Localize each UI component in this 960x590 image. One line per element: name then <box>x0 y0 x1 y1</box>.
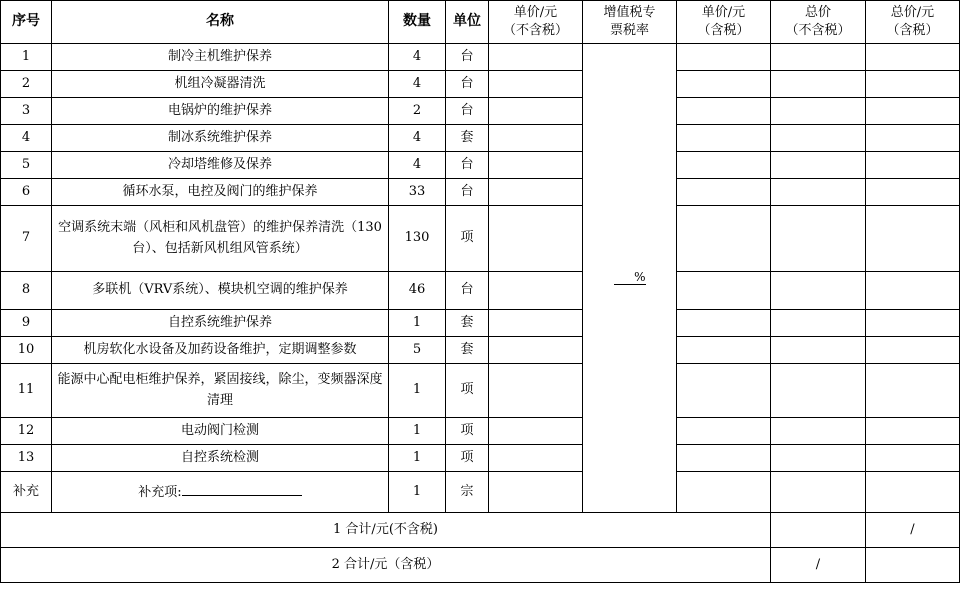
row-seq: 11 <box>1 364 52 418</box>
row-total-ex-tax-cell[interactable] <box>771 272 866 310</box>
supplement-label: 补充项: <box>138 484 182 500</box>
row-name: 能源中心配电柜维护保养，紧固接线，除尘，变频器深度清理 <box>52 364 389 418</box>
row-unit-price-in-tax-cell[interactable] <box>677 337 771 364</box>
header-qty: 数量 <box>389 1 446 44</box>
row-unit-price-ex-tax-cell[interactable] <box>489 179 583 206</box>
row-name: 机组冷凝器清洗 <box>52 71 389 98</box>
row-total-ex-tax-cell[interactable] <box>771 364 866 418</box>
header-vat-rate-line1: 增值税专 <box>603 5 656 21</box>
row-unit-price-in-tax-cell[interactable] <box>677 310 771 337</box>
header-seq: 序号 <box>1 1 52 44</box>
row-seq: 13 <box>1 445 52 472</box>
row-qty: 130 <box>389 206 446 272</box>
table-row <box>1 71 960 98</box>
row-unit-price-in-tax-cell[interactable] <box>677 152 771 179</box>
row-total-ex-tax-cell[interactable] <box>771 418 866 445</box>
row-total-ex-tax-cell[interactable] <box>771 310 866 337</box>
row-unit: 项 <box>446 445 489 472</box>
row-total-ex-tax-cell[interactable] <box>771 125 866 152</box>
row-total-in-tax-cell[interactable] <box>866 364 960 418</box>
row-unit: 套 <box>446 310 489 337</box>
row-unit-price-ex-tax-cell[interactable] <box>489 98 583 125</box>
row-name: 制冰系统维护保养 <box>52 125 389 152</box>
header-vat-rate <box>583 1 677 44</box>
table-row <box>1 310 960 337</box>
table-row <box>1 179 960 206</box>
supplement-seq: 补充 <box>1 472 52 513</box>
header-unit-price-in-tax <box>677 1 771 44</box>
row-name: 空调系统末端（风柜和风机盘管）的维护保养清洗（130台）、包括新风机组风管系统） <box>52 206 389 272</box>
row-unit: 项 <box>446 206 489 272</box>
row-qty: 4 <box>389 125 446 152</box>
row-unit-price-in-tax-cell[interactable] <box>677 445 771 472</box>
header-unit-price-ex-tax-line1: 单价/元 <box>513 5 558 21</box>
row-unit-price-ex-tax-cell[interactable] <box>489 125 583 152</box>
row-total-ex-tax-cell[interactable] <box>771 44 866 71</box>
row-seq: 10 <box>1 337 52 364</box>
row-unit-price-in-tax-cell[interactable] <box>677 44 771 71</box>
supplement-name <box>52 472 389 513</box>
row-name: 多联机（VRV系统）、模块机空调的维护保养 <box>52 272 389 310</box>
total-ex-tax-na-cell: / <box>866 513 960 548</box>
row-total-ex-tax-cell[interactable] <box>771 472 866 513</box>
header-unit: 单位 <box>446 1 489 44</box>
row-total-in-tax-cell[interactable] <box>866 71 960 98</box>
total-ex-tax-label: 1 合计/元(不含税) <box>1 513 771 548</box>
row-qty: 1 <box>389 445 446 472</box>
row-unit-price-in-tax-cell[interactable] <box>677 272 771 310</box>
row-unit: 台 <box>446 152 489 179</box>
row-name: 电动阀门检测 <box>52 418 389 445</box>
row-total-in-tax-cell[interactable] <box>866 445 960 472</box>
table-row <box>1 364 960 418</box>
row-total-ex-tax-cell[interactable] <box>771 98 866 125</box>
table-row <box>1 272 960 310</box>
table-row <box>1 44 960 71</box>
row-unit: 台 <box>446 98 489 125</box>
row-total-ex-tax-cell[interactable] <box>771 179 866 206</box>
table-row <box>1 418 960 445</box>
total-in-tax-row <box>1 548 960 583</box>
header-vat-rate-line2: 票税率 <box>609 23 649 38</box>
row-name: 制冷主机维护保养 <box>52 44 389 71</box>
row-qty: 1 <box>389 364 446 418</box>
row-unit: 台 <box>446 272 489 310</box>
row-seq: 12 <box>1 418 52 445</box>
total-in-tax-label: 2 合计/元（含税） <box>1 548 771 583</box>
header-total-in-tax <box>866 1 960 44</box>
header-unit-price-ex-tax <box>489 1 583 44</box>
total-ex-tax-value-cell[interactable] <box>771 513 866 548</box>
row-seq: 3 <box>1 98 52 125</box>
row-unit-price-ex-tax-cell[interactable] <box>489 445 583 472</box>
row-seq: 2 <box>1 71 52 98</box>
row-total-in-tax-cell[interactable] <box>866 206 960 272</box>
row-unit-price-in-tax-cell[interactable] <box>677 364 771 418</box>
row-unit-price-ex-tax-cell[interactable] <box>489 152 583 179</box>
table-row <box>1 125 960 152</box>
row-unit-price-ex-tax-cell[interactable] <box>489 71 583 98</box>
row-total-in-tax-cell[interactable] <box>866 272 960 310</box>
row-total-in-tax-cell[interactable] <box>866 125 960 152</box>
table-row <box>1 206 960 272</box>
header-unit-price-in-tax-line2: （含税） <box>697 23 750 38</box>
table-row <box>1 445 960 472</box>
row-unit-price-ex-tax-cell[interactable] <box>489 272 583 310</box>
row-qty: 4 <box>389 152 446 179</box>
row-unit-price-ex-tax-cell[interactable] <box>489 206 583 272</box>
total-in-tax-value-cell[interactable] <box>866 548 960 583</box>
row-unit: 台 <box>446 71 489 98</box>
header-total-ex-tax-line2: （不含税） <box>785 23 851 38</box>
row-qty: 33 <box>389 179 446 206</box>
row-unit: 项 <box>446 418 489 445</box>
table-row <box>1 152 960 179</box>
row-unit: 套 <box>446 125 489 152</box>
row-unit-price-in-tax-cell[interactable] <box>677 472 771 513</box>
header-total-ex-tax <box>771 1 866 44</box>
header-total-in-tax-line2: （含税） <box>886 23 939 38</box>
row-total-in-tax-cell[interactable] <box>866 310 960 337</box>
row-total-in-tax-cell[interactable] <box>866 98 960 125</box>
vat-rate-cell[interactable] <box>583 44 677 513</box>
row-seq: 7 <box>1 206 52 272</box>
row-seq: 5 <box>1 152 52 179</box>
row-name: 机房软化水设备及加药设备维护，定期调整参数 <box>52 337 389 364</box>
row-unit-price-in-tax-cell[interactable] <box>677 98 771 125</box>
row-unit-price-ex-tax-cell[interactable] <box>489 337 583 364</box>
row-seq: 9 <box>1 310 52 337</box>
row-qty: 5 <box>389 337 446 364</box>
row-qty: 2 <box>389 98 446 125</box>
row-unit-price-ex-tax-cell[interactable] <box>489 472 583 513</box>
row-total-in-tax-cell[interactable] <box>866 472 960 513</box>
row-name: 冷却塔维修及保养 <box>52 152 389 179</box>
row-qty: 4 <box>389 71 446 98</box>
header-total-ex-tax-line1: 总价 <box>804 5 831 21</box>
row-unit-price-ex-tax-cell[interactable] <box>489 44 583 71</box>
header-name: 名称 <box>52 1 389 44</box>
header-row <box>1 1 960 44</box>
row-total-ex-tax-cell[interactable] <box>771 445 866 472</box>
row-seq: 4 <box>1 125 52 152</box>
row-total-ex-tax-cell[interactable] <box>771 206 866 272</box>
row-unit-price-ex-tax-cell[interactable] <box>489 310 583 337</box>
row-unit-price-in-tax-cell[interactable] <box>677 418 771 445</box>
row-name: 自控系统维护保养 <box>52 310 389 337</box>
row-name: 循环水泵，电控及阀门的维护保养 <box>52 179 389 206</box>
row-unit-price-ex-tax-cell[interactable] <box>489 418 583 445</box>
supplement-fill-blank[interactable] <box>182 481 302 496</box>
row-unit-price-in-tax-cell[interactable] <box>677 206 771 272</box>
row-unit-price-in-tax-cell[interactable] <box>677 179 771 206</box>
row-total-ex-tax-cell[interactable] <box>771 71 866 98</box>
table-row <box>1 337 960 364</box>
row-name: 自控系统检测 <box>52 445 389 472</box>
total-ex-tax-row <box>1 513 960 548</box>
row-unit-price-in-tax-cell[interactable] <box>677 125 771 152</box>
header-total-in-tax-line1: 总价/元 <box>890 5 935 21</box>
row-unit-price-in-tax-cell[interactable] <box>677 71 771 98</box>
supplement-unit: 宗 <box>446 472 489 513</box>
row-seq: 8 <box>1 272 52 310</box>
row-total-in-tax-cell[interactable] <box>866 152 960 179</box>
row-qty: 1 <box>389 310 446 337</box>
vat-rate-blank[interactable]: % <box>614 270 646 285</box>
supplement-row <box>1 472 960 513</box>
header-unit-price-in-tax-line1: 单价/元 <box>701 5 746 21</box>
row-qty: 4 <box>389 44 446 71</box>
row-qty: 46 <box>389 272 446 310</box>
row-total-in-tax-cell[interactable] <box>866 418 960 445</box>
row-unit: 套 <box>446 337 489 364</box>
row-name: 电锅炉的维护保养 <box>52 98 389 125</box>
total-in-tax-na-cell: / <box>771 548 866 583</box>
row-unit: 项 <box>446 364 489 418</box>
row-total-in-tax-cell[interactable] <box>866 179 960 206</box>
row-seq: 6 <box>1 179 52 206</box>
row-total-in-tax-cell[interactable] <box>866 44 960 71</box>
supplement-qty: 1 <box>389 472 446 513</box>
row-total-in-tax-cell[interactable] <box>866 337 960 364</box>
table-row <box>1 98 960 125</box>
row-total-ex-tax-cell[interactable] <box>771 152 866 179</box>
row-unit: 台 <box>446 179 489 206</box>
row-unit: 台 <box>446 44 489 71</box>
row-total-ex-tax-cell[interactable] <box>771 337 866 364</box>
row-qty: 1 <box>389 418 446 445</box>
header-unit-price-ex-tax-line2: （不含税） <box>502 23 568 38</box>
row-unit-price-ex-tax-cell[interactable] <box>489 364 583 418</box>
row-seq: 1 <box>1 44 52 71</box>
